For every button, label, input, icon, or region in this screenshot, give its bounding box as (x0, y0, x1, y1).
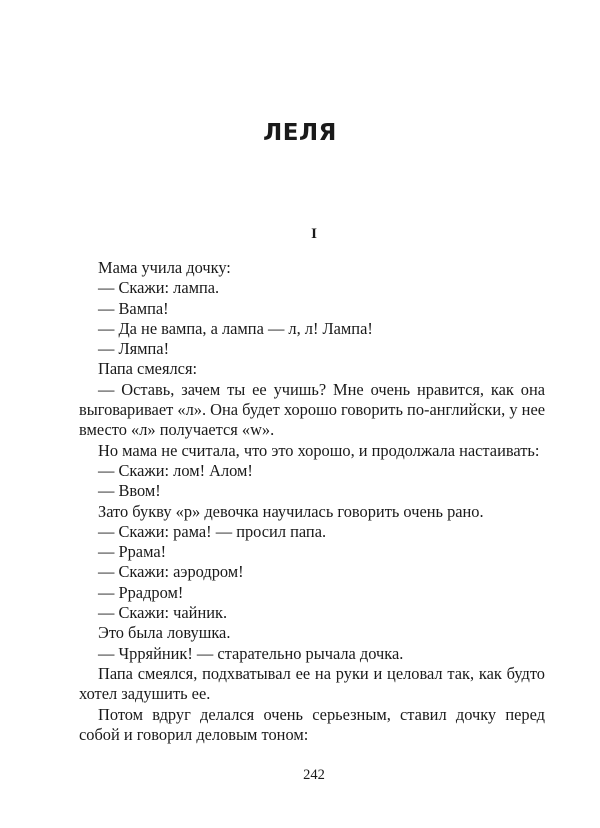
paragraph: — Ррама! (98, 542, 167, 562)
paragraph: — Оставь, зачем ты ее учишь? Мне очень нравится, как она выговаривает «л». Она будет хорошо говорить по-английски, у нее вместо «л» получается «w». (79, 379, 545, 440)
paragraph: — Вампа! (98, 298, 169, 318)
section-number: I (311, 226, 317, 242)
paragraph: — Да не вампа, а лампа — л, л! Лампа! (98, 318, 373, 338)
paragraph: Это была ловушка. (98, 623, 231, 643)
paragraph: — Скажи: лампа. (98, 278, 220, 298)
paragraph: Потом вдруг делался очень серьезным, ставил дочку перед собой и говорил деловым тоном: (79, 704, 545, 744)
paragraph: — Чрряйник! — старательно рычала дочка. (98, 643, 404, 663)
chapter-body (79, 258, 545, 745)
paragraph: — Скажи: лом! Алом! (98, 460, 253, 480)
paragraph: — Скажи: рама! — просил папа. (98, 521, 327, 541)
paragraph: Но мама не считала, что это хорошо, и продолжала настаивать: (98, 440, 540, 460)
paragraph: — Лямпа! (98, 339, 170, 359)
chapter-title: ЛЕЛЯ (263, 120, 337, 146)
paragraph: Мама учила дочку: (98, 258, 231, 277)
paragraph: Папа смеялся: (98, 359, 198, 379)
paragraph: — Скажи: аэродром! (98, 562, 244, 582)
paragraph: — Скажи: чайник. (98, 603, 228, 623)
page-number: 242 (303, 767, 325, 783)
paragraph: — Ввом! (98, 481, 161, 501)
paragraph: Папа смеялся, подхватывал ее на руки и целовал так, как будто хотел задушить ее. (79, 663, 545, 704)
paragraph: Зато букву «р» девочка научилась говорить очень рано. (98, 501, 484, 521)
paragraph: — Ррадром! (98, 582, 184, 602)
